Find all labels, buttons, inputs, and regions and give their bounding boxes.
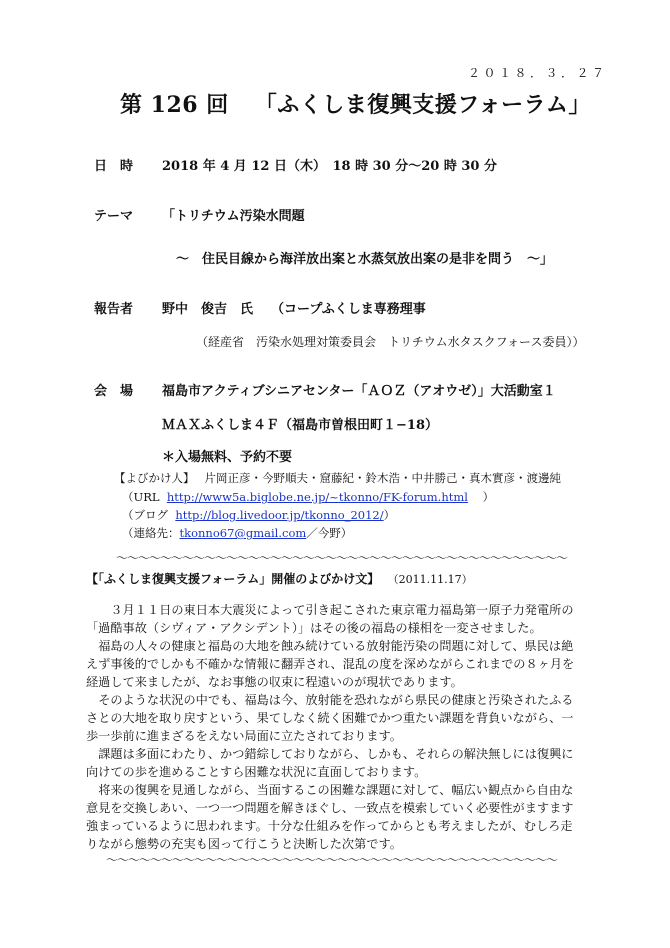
appeal-body <box>86 601 584 853</box>
schedule-value: 2018 年 4 月 12 日（木） 18 時 30 分〜20 時 30 分 <box>162 159 497 174</box>
organizers-row <box>114 470 561 486</box>
schedule-label: 日 時 <box>94 159 134 174</box>
theme-line2: 〜 住民目線から海洋放出案と水蒸気放出案の是非を問う 〜」 <box>176 252 554 267</box>
organizers-names: 片岡正彦・今野順夫・窟藤紀・鈴木浩・中井勝己・真木實彦・渡邊純 <box>204 471 561 485</box>
theme-line1: 「トリチウム汚染水問題 <box>162 209 305 224</box>
appeal-heading-date: （2011.11.17） <box>387 573 473 586</box>
speaker-name: 野中 俊吉 氏 <box>162 302 254 317</box>
speaker-row <box>94 298 426 317</box>
page-title <box>120 88 591 119</box>
theme-row <box>94 205 305 224</box>
appeal-paragraph: そのような状況の中でも、福島は今、放射能を恐れながら県民の健康と汚染されたふるさとの大地を取り戻すという、果てしなく続く困難でかつ重たい課題を背負いながら、一歩一歩前に進まざるをえない局面に立たされております。 <box>86 693 574 743</box>
blog-prefix: （ブログ <box>122 508 168 522</box>
appeal-heading <box>86 570 473 587</box>
contact-prefix: （連絡先： <box>122 526 180 540</box>
appeal-paragraph: 課題は多面にわたり、かつ錯綜しておりながら、しかも、それらの解決無しには復興に向けての歩を進めることすら困難な状況に直面しております。 <box>86 747 574 779</box>
appeal-heading-text: 【「ふくしま復興支援フォーラム」開催のよびかけ文】 <box>86 572 380 586</box>
schedule-row <box>94 155 497 174</box>
organizers-label: 【よびかけ人】 <box>114 471 195 485</box>
contact-suffix: ／今野） <box>306 526 353 540</box>
speaker-label: 報告者 <box>94 302 134 317</box>
blog-suffix: ） <box>383 508 396 522</box>
theme-label: テーマ <box>94 209 134 224</box>
appeal-paragraph: 福島の人々の健康と福島の大地を蝕み続けている放射能汚染の問題に対して、県民は絶えず事後的でしかも不確かな情報に翻弄され、混乱の度を深めながらこれまでの８ヶ月を経過して来ましたが、なお事態の収束に程遠いのが現状であります。 <box>86 639 575 689</box>
url-prefix: （URL <box>122 490 160 504</box>
separator-top: 〜〜〜〜〜〜〜〜〜〜〜〜〜〜〜〜〜〜〜〜〜〜〜〜〜〜〜〜〜〜〜〜〜〜〜〜〜〜〜〜〜 <box>116 551 568 565</box>
venue-label: 会 場 <box>94 384 134 399</box>
venue-line1: 福島市アクティブシニアセンター「ＡＯＺ（アオウゼ）」大活動室１ <box>162 384 556 399</box>
title-name: 「ふくしま復興支援フォーラム」 <box>254 92 591 118</box>
venue-row <box>94 380 556 399</box>
speaker-subrole: （経産省 汚染水処理対策委員会 トリチウム水タスクフォース委員）） <box>196 335 585 349</box>
url-row <box>122 489 494 505</box>
forum-url-link[interactable]: http://www5a.biglobe.ne.jp/~tkonno/FK-forum.html <box>166 490 468 504</box>
appeal-paragraph: ３月１１日の東日本大震災によって引き起こされた東京電力福島第一原子力発電所の「過酷事故（シヴィア・アクシデント）」はその後の福島の様相を一変させました。 <box>86 603 574 635</box>
blog-row <box>122 507 395 523</box>
venue-note: ＊入場無料、予約不要 <box>162 450 293 465</box>
document-date: ２０１８．３．２７ <box>468 66 608 80</box>
blog-url-link[interactable]: http://blog.livedoor.jp/tkonno_2012/ <box>175 508 384 522</box>
url-suffix: ） <box>482 490 495 504</box>
separator-bottom: 〜〜〜〜〜〜〜〜〜〜〜〜〜〜〜〜〜〜〜〜〜〜〜〜〜〜〜〜〜〜〜〜〜〜〜〜〜〜〜〜〜 <box>106 853 558 867</box>
venue-line2: ＭＡＸふくしま４Ｆ（福島市曽根田町１−18） <box>162 418 438 433</box>
speaker-role: （コープふくしま専務理事 <box>271 302 426 317</box>
contact-email-link[interactable]: tkonno67@gmail.com <box>179 526 307 540</box>
contact-row <box>122 525 352 541</box>
title-number: 第 126 回 <box>120 92 229 118</box>
appeal-paragraph: 将来の復興を見通しながら、当面するこの困難な課題に対して、幅広い観点から自由な意見を交換しあい、一つ一つ問題を解きほぐし、一致点を模索していく必要性がますます強まっているように思われます。十分な仕組みを作ってからとも考えましたが、むしろ走りながら態勢の充実も図って行こうと決断した次第です。 <box>86 783 574 851</box>
